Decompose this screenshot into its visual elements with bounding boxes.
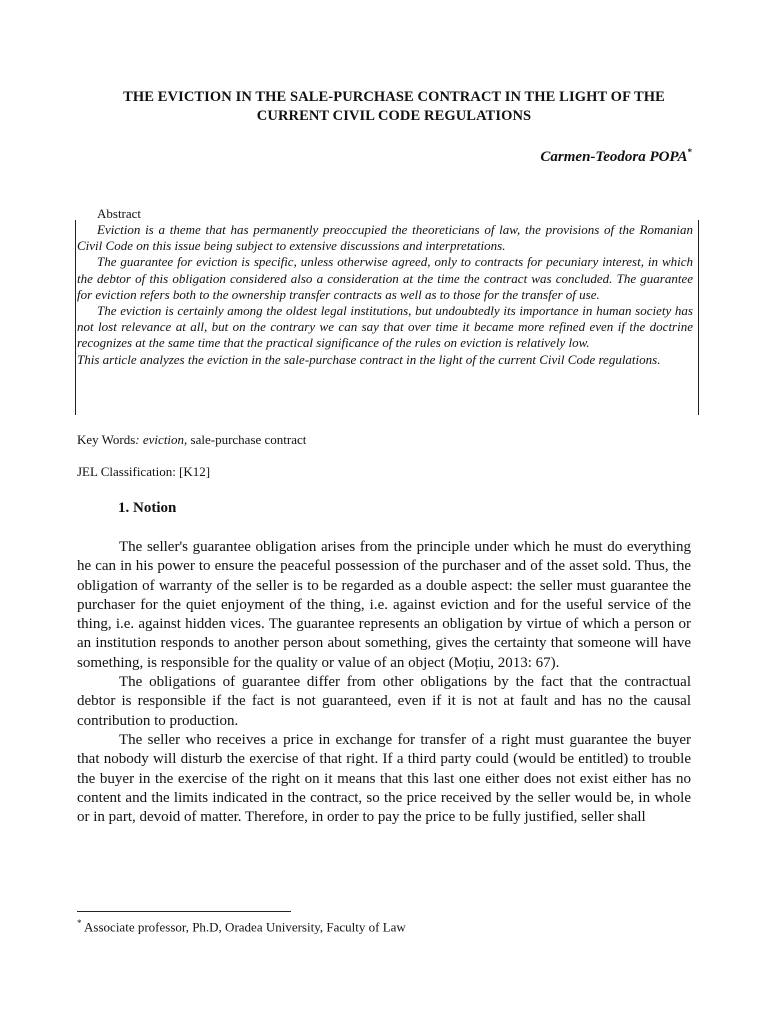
footnote-text: Associate professor, Ph.D, Oradea University, Faculty of Law bbox=[84, 919, 406, 935]
abstract-paragraph: This article analyzes the eviction in the sale-purchase contract in the light of the current Civil Code regulations. bbox=[77, 351, 661, 367]
abstract-body bbox=[77, 222, 693, 368]
keywords-rest: , sale-purchase contract bbox=[184, 432, 307, 447]
abstract-heading: Abstract bbox=[97, 206, 142, 221]
keywords bbox=[77, 432, 306, 448]
body-paragraph: The seller who receives a price in exchange for transfer of a right must guarantee the buyer that nobody will disturb the exercise of that right. If a third party could (would be entitled) to trouble the buyer in the exercise of the right on it means that this last one either does not exist either has no content and the limits indicated in the contract, so the price received by the seller would be, in whole or in part, devoid of matter. Therefore, in order to pay the price to be fully justified, seller shall bbox=[77, 731, 691, 826]
abstract-paragraph: Eviction is a theme that has permanently preoccupied the theoreticians of law, the provisions of the Romanian Civil Code on this issue being subject to extensive discussions and interpretations. bbox=[77, 222, 693, 254]
abstract-paragraph: The guarantee for eviction is specific, unless otherwise agreed, only to contracts for pecuniary interest, in which the debtor of this obligation considered also a consideration at the time the contract was concluded. The guarantee for eviction refers both to the ownership transfer contracts as well as to those for the transfer of use. bbox=[77, 254, 693, 302]
footnote-separator bbox=[77, 911, 291, 912]
section-heading: 1. Notion bbox=[118, 500, 177, 516]
keywords-label: Key Words bbox=[77, 432, 136, 447]
paper-title: THE EVICTION IN THE SALE-PURCHASE CONTRACT IN THE LIGHT OF THE CURRENT CIVIL CODE REGULATIONS bbox=[123, 89, 665, 124]
body-paragraph: The obligations of guarantee differ from other obligations by the fact that the contractual debtor is responsible if the fact is not guaranteed, even if it is not at fault and has no the causal contribution to production. bbox=[77, 674, 691, 729]
body-text bbox=[77, 538, 691, 827]
footnote bbox=[77, 918, 406, 935]
abstract-paragraph: The eviction is certainly among the oldest legal institutions, but undoubtedly its importance in human society has not lost relevance at all, but on the contrary we can say that over time it became more refined even if the doctrine recognizes at the same time that the practical significance of the rules on eviction is relatively low. bbox=[77, 303, 693, 351]
jel-classification: JEL Classification: [K12] bbox=[77, 464, 211, 479]
author-name bbox=[540, 147, 692, 166]
author-footnote-mark: * bbox=[687, 147, 692, 157]
author-name-text: Carmen-Teodora POPA bbox=[540, 149, 688, 165]
keywords-sep: : bbox=[135, 432, 140, 447]
footnote-mark: * bbox=[77, 918, 82, 928]
body-paragraph: The seller's guarantee obligation arises from the principle under which he must do everything he can in his power to ensure the peaceful possession of the purchaser and of the asset sold. Thus, the obligation of warranty of the seller is to be regarded as a double aspect: the seller must guarantee the purchaser for the quiet enjoyment of the thing, i.e. against eviction and for the useful service of the thing, i.e. against hidden vices. The guarantee represents an obligation by virtue of which a person or an institution responds to another person about something, gives the certainty that someone will have something, is responsible for the quality or value of an object (Moțiu, 2013: 67). bbox=[77, 539, 691, 671]
keywords-italic: eviction bbox=[139, 432, 185, 447]
